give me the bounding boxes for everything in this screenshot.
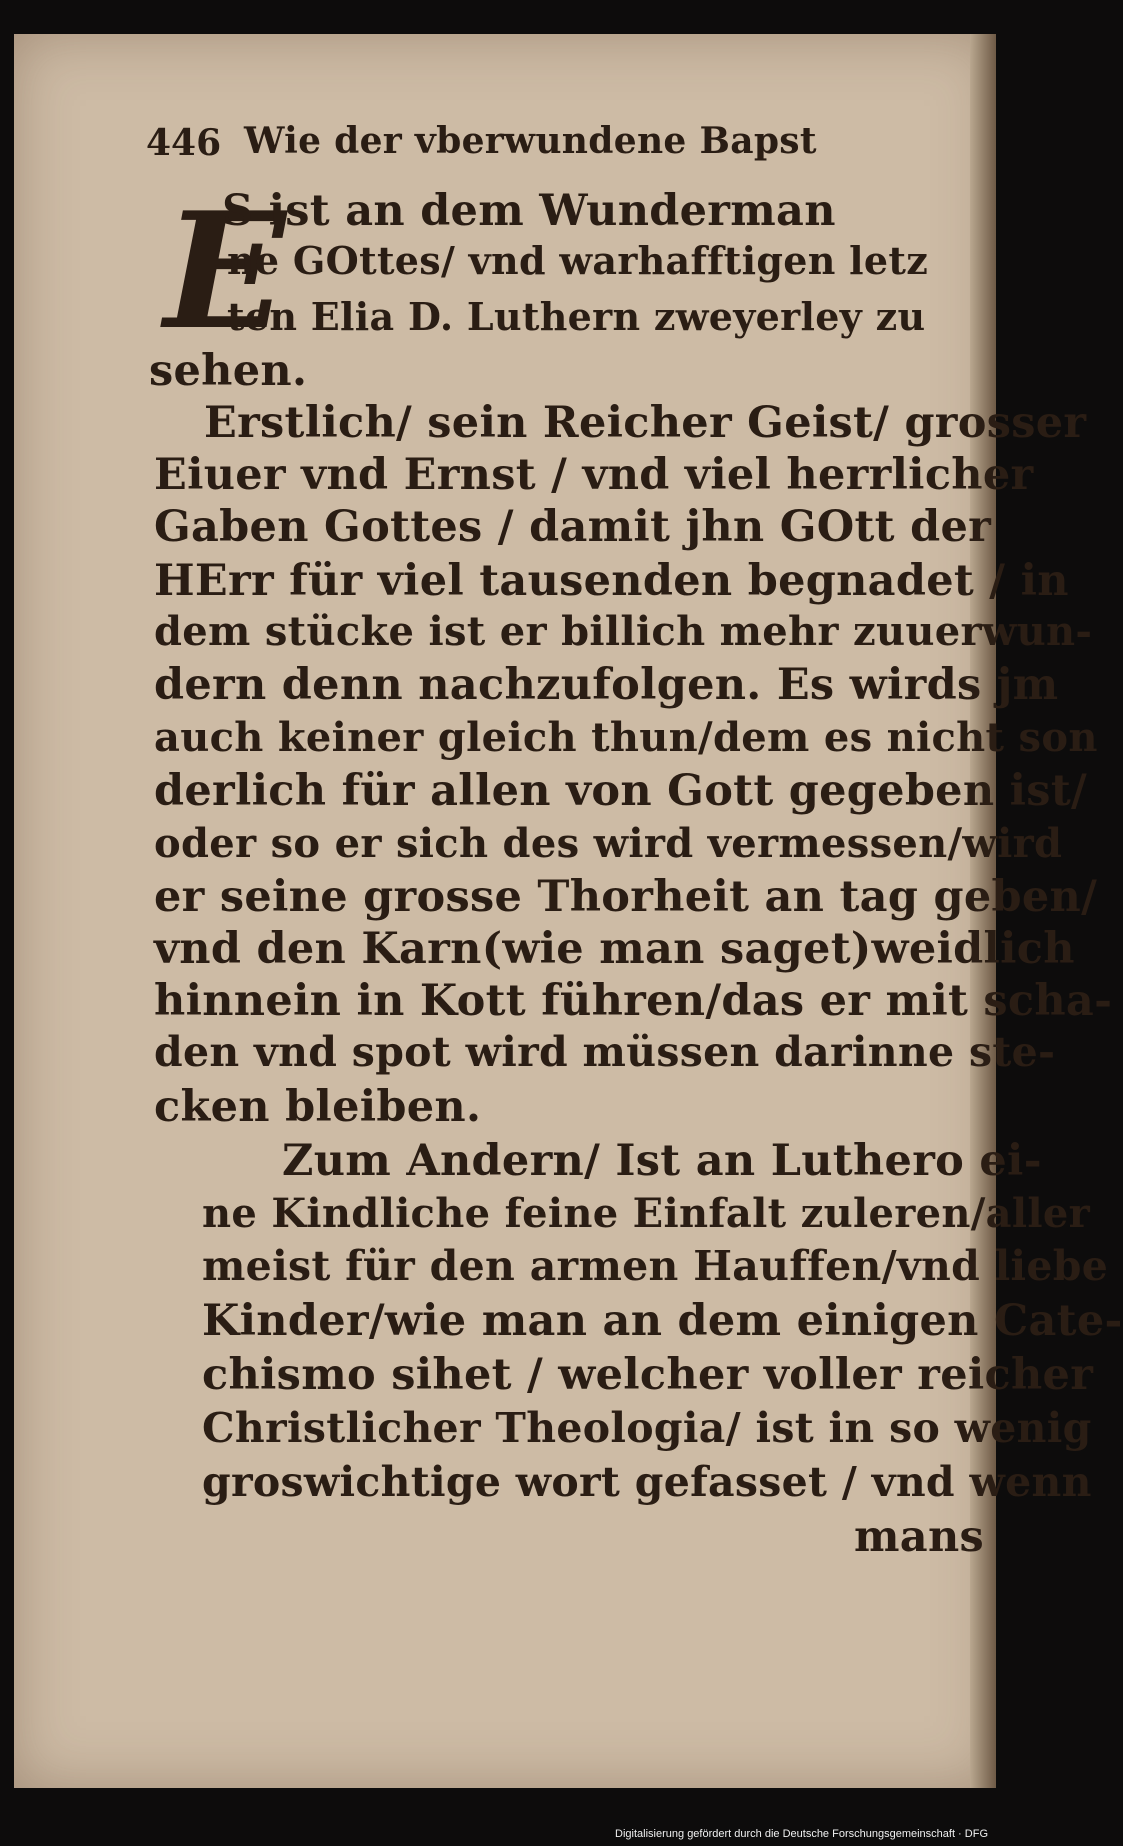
text-line: S ist an dem Wunderman xyxy=(222,186,836,236)
text-line: Erstlich/ sein Reicher Geist/ grosser xyxy=(204,398,1087,448)
text-line: den vnd spot wird müssen darinne ste- xyxy=(154,1028,1056,1076)
text-line: hinnein in Kott führen/das er mit scha- xyxy=(154,976,1113,1026)
text-line: vnd den Karn(wie man saget)weidlich xyxy=(154,924,1075,974)
text-line: er seine grosse Thorheit an tag geben/ xyxy=(154,872,1098,922)
text-line: dem stücke ist er billich mehr zuuerwun- xyxy=(154,608,1093,655)
text-line: ten Elia D. Luthern zweyerley zu xyxy=(227,294,926,339)
catchword: mans xyxy=(854,1512,985,1562)
text-line: auch keiner gleich thun/dem es nicht son xyxy=(154,714,1098,761)
text-line: ne GOttes/ vnd warhafftigen letz xyxy=(227,238,929,283)
text-line: Christlicher Theologia/ ist in so wenig xyxy=(202,1404,1092,1452)
text-line: sehen. xyxy=(149,346,308,396)
text-line: groswichtige wort gefasset / vnd wenn xyxy=(202,1458,1092,1506)
drop-cap: E xyxy=(164,177,286,365)
text-line: oder so er sich des wird vermessen/wird xyxy=(154,820,1063,867)
text-line: meist für den armen Hauffen/vnd liebe xyxy=(202,1242,1109,1290)
running-title: Wie der vberwundene Bapst xyxy=(244,120,817,162)
text-line: Eiuer vnd Ernst / vnd viel herrlicher xyxy=(154,450,1034,500)
text-line: chismo sihet / welcher voller reicher xyxy=(202,1350,1094,1400)
text-line: dern denn nachzufolgen. Es wirds jm xyxy=(154,660,1059,710)
text-line: cken bleiben. xyxy=(154,1082,482,1132)
digitization-credit: Digitalisierung gefördert durch die Deutsche Forschungsgemeinschaft · DFG xyxy=(615,1828,988,1840)
page-text xyxy=(14,34,1123,1788)
text-line: Zum Andern/ Ist an Luthero ei- xyxy=(282,1136,1042,1186)
book-page xyxy=(14,34,1123,1788)
text-line: derlich für allen von Gott gegeben ist/ xyxy=(154,766,1087,816)
page-number: 446 xyxy=(146,122,222,164)
text-line: ne Kindliche feine Einfalt zuleren/aller xyxy=(202,1190,1090,1237)
text-line: HErr für viel tausenden begnadet / in xyxy=(154,556,1069,606)
text-line: Gaben Gottes / damit jhn GOtt der xyxy=(154,502,992,552)
text-line: Kinder/wie man an dem einigen Cate- xyxy=(202,1296,1123,1346)
